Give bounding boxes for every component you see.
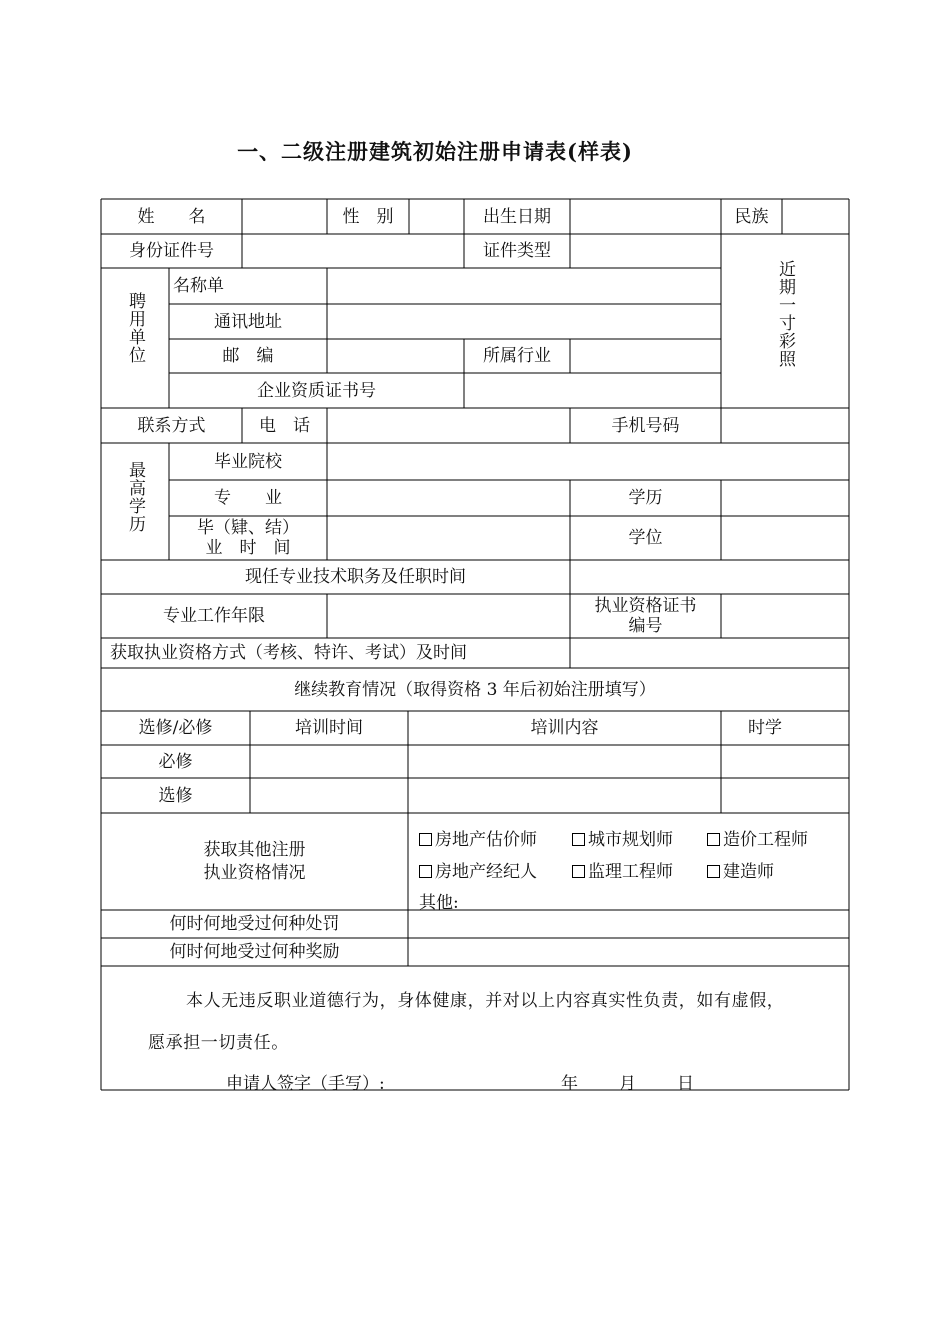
contact-label: 联系方式 bbox=[137, 415, 206, 436]
graduation-time-field[interactable] bbox=[327, 516, 570, 560]
other-registration-line1: 获取其他注册 bbox=[203, 839, 306, 860]
checkbox-real-estate-agent[interactable]: 房地产经纪人 bbox=[419, 857, 537, 882]
checkbox-icon bbox=[572, 833, 585, 846]
other-label: 其他: bbox=[419, 893, 459, 913]
name-label: 姓 名 bbox=[137, 206, 206, 227]
ethnicity-field[interactable] bbox=[782, 199, 849, 234]
checkbox-constructor[interactable]: 建造师 bbox=[707, 857, 774, 882]
elective-hours-field[interactable] bbox=[721, 778, 849, 813]
required-content-field[interactable] bbox=[408, 745, 721, 778]
ethnicity-label: 民族 bbox=[734, 206, 769, 227]
academic-degree-label: 学位 bbox=[628, 528, 663, 548]
col-training-time: 培训时间 bbox=[295, 718, 363, 738]
phone-label: 电 话 bbox=[259, 415, 310, 436]
unit-name-field[interactable] bbox=[327, 268, 721, 304]
school-label: 毕业院校 bbox=[214, 451, 282, 472]
industry-field[interactable] bbox=[570, 339, 721, 373]
required-hours-field[interactable] bbox=[721, 745, 849, 778]
penalty-label: 何时何地受过何种处罚 bbox=[169, 914, 340, 934]
checkbox-cost-engineer[interactable]: 造价工程师 bbox=[707, 825, 808, 850]
obtain-method-field[interactable] bbox=[570, 638, 849, 668]
form-title: 一、二级注册建筑初始注册申请表(样表) bbox=[237, 139, 633, 164]
phone-field[interactable] bbox=[327, 408, 570, 443]
employer-group-label: 聘用单位 bbox=[125, 292, 145, 364]
photo-label: 近期一寸彩照 bbox=[775, 260, 795, 368]
birth-date-field[interactable] bbox=[570, 199, 721, 234]
postcode-field[interactable] bbox=[327, 339, 464, 373]
id-type-label: 证件类型 bbox=[483, 241, 551, 261]
col-hours: 时学 bbox=[748, 718, 782, 738]
education-group-label: 最高学历 bbox=[125, 460, 145, 533]
license-cert-line2: 编号 bbox=[628, 616, 663, 636]
graduation-time-line2: 业 时 间 bbox=[205, 538, 291, 558]
unit-name-label: 名称单 bbox=[173, 276, 224, 296]
col-training-content: 培训内容 bbox=[530, 718, 599, 738]
signature-field[interactable] bbox=[410, 1066, 550, 1086]
mobile-label: 手机号码 bbox=[611, 415, 680, 436]
checkbox-icon bbox=[707, 865, 720, 878]
declaration-line2: 愿承担一切责任。 bbox=[148, 1033, 289, 1053]
graduation-time-line1: 毕（肄、结） bbox=[197, 518, 299, 538]
elective-row-label: 选修 bbox=[158, 785, 193, 806]
license-cert-field[interactable] bbox=[721, 594, 849, 638]
gender-field[interactable] bbox=[409, 199, 464, 234]
industry-label: 所属行业 bbox=[483, 346, 551, 366]
work-years-field[interactable] bbox=[327, 594, 570, 638]
degree-label: 学历 bbox=[628, 488, 663, 508]
degree-field[interactable] bbox=[721, 480, 849, 516]
license-cert-line1: 执业资格证书 bbox=[594, 596, 697, 616]
other-registration-label bbox=[101, 813, 408, 910]
education-group bbox=[101, 443, 169, 560]
qualification-cert-label: 企业资质证书号 bbox=[257, 380, 376, 401]
continuing-education-header: 继续教育情况（取得资格 3 年后初始注册填写） bbox=[294, 679, 656, 700]
current-title-label: 现任专业技术职务及任职时间 bbox=[245, 567, 466, 587]
address-field[interactable] bbox=[327, 304, 721, 339]
date-year-label: 年 bbox=[561, 1074, 578, 1094]
work-years-label: 专业工作年限 bbox=[163, 606, 265, 626]
penalty-field[interactable] bbox=[408, 910, 849, 938]
graduation-time-label bbox=[169, 516, 327, 560]
major-field[interactable] bbox=[327, 480, 570, 516]
mobile-field[interactable] bbox=[721, 408, 849, 443]
checkbox-icon bbox=[572, 865, 585, 878]
school-field[interactable] bbox=[327, 443, 849, 480]
license-cert-label bbox=[570, 594, 721, 638]
required-row-label: 必修 bbox=[158, 751, 193, 772]
address-label: 通讯地址 bbox=[214, 311, 282, 332]
employer-group bbox=[101, 268, 169, 408]
birth-date-label: 出生日期 bbox=[483, 206, 551, 227]
signature-label: 申请人签字（手写）: bbox=[226, 1074, 385, 1094]
qualification-cert-field[interactable] bbox=[464, 373, 721, 408]
declaration-line1: 本人无违反职业道德行为，身体健康，并对以上内容真实性负责，如有虚假， bbox=[186, 991, 785, 1011]
major-label: 专 业 bbox=[214, 488, 282, 508]
current-title-field[interactable] bbox=[570, 560, 849, 594]
id-number-field[interactable] bbox=[242, 234, 464, 268]
obtain-method-label: 获取执业资格方式（考核、特许、考试）及时间 bbox=[110, 643, 467, 663]
academic-degree-field[interactable] bbox=[721, 516, 849, 560]
id-type-field[interactable] bbox=[570, 234, 721, 268]
postcode-label: 邮 编 bbox=[222, 346, 274, 366]
checkbox-icon bbox=[419, 865, 432, 878]
name-field[interactable] bbox=[242, 199, 327, 234]
checkbox-icon bbox=[707, 833, 720, 846]
reward-field[interactable] bbox=[408, 938, 849, 966]
date-day-label: 日 bbox=[677, 1074, 694, 1094]
other-registration-line2: 执业资格情况 bbox=[203, 862, 306, 883]
photo-area[interactable] bbox=[721, 234, 849, 408]
col-course-type: 选修/必修 bbox=[138, 718, 213, 738]
reward-label: 何时何地受过何种奖励 bbox=[169, 942, 340, 962]
gender-label: 性 别 bbox=[342, 206, 394, 227]
checkbox-urban-planner[interactable]: 城市规划师 bbox=[572, 825, 673, 850]
required-time-field[interactable] bbox=[250, 745, 408, 778]
checkbox-icon bbox=[419, 833, 432, 846]
checkbox-supervision-engineer[interactable]: 监理工程师 bbox=[572, 857, 673, 882]
id-number-label: 身份证件号 bbox=[129, 241, 214, 261]
elective-time-field[interactable] bbox=[250, 778, 408, 813]
elective-content-field[interactable] bbox=[408, 778, 721, 813]
date-month-label: 月 bbox=[619, 1074, 636, 1094]
checkbox-real-estate-appraiser[interactable]: 房地产估价师 bbox=[419, 825, 537, 850]
